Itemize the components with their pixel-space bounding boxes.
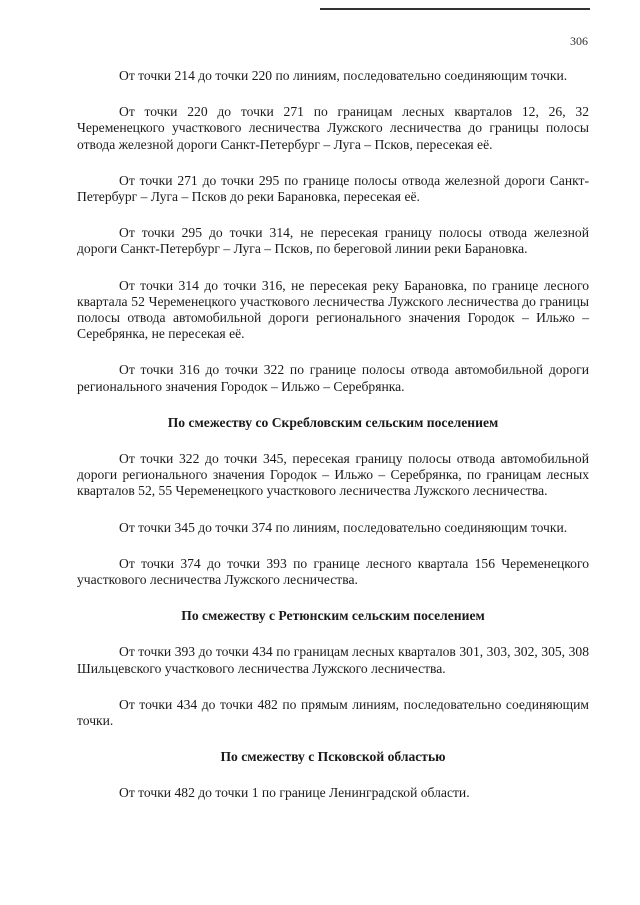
section-heading-skreblovskoe: По смежеству со Скребловским сельским поселением xyxy=(167,414,499,430)
paragraph-12: От точки 482 до точки 1 по границе Ленинградской области. xyxy=(119,785,470,801)
paragraph-8: От точки 345 до точки 374 по линиям, последовательно соединяющим точки. xyxy=(119,519,568,535)
paragraph-11: От точки 434 до точки 482 по прямым линиям, последовательно соединяющим точки. xyxy=(77,696,589,729)
top-rule xyxy=(320,8,590,10)
section-heading-retyunskoe: По смежеству с Ретюнским сельским поселением xyxy=(181,608,485,624)
paragraph-3: От точки 271 до точки 295 по границе полосы отвода железной дороги Санкт-Петербург – Луга – Псков до реки Барановка, пересекая её. xyxy=(77,172,589,205)
paragraph-5: От точки 314 до точки 316, не пересекая реку Барановка, по границе лесного квартала 52 Череменецкого участкового лесничества Лужского лесничества до границы полосы отвода автомобильной дороги регионального значения Городок – Ильжо – Серебрянка, не пересекая её. xyxy=(77,277,589,342)
paragraph-4: От точки 295 до точки 314, не пересекая границу полосы отвода железной дороги Санкт-Петербург – Луга – Псков, по береговой линии реки Барановка. xyxy=(77,225,589,257)
paragraph-9: От точки 374 до точки 393 по границе лесного квартала 156 Череменецкого участкового лесничества Лужского лесничества. xyxy=(77,555,589,588)
paragraph-10: От точки 393 до точки 434 по границам лесных кварталов 301, 303, 302, 305, 308 Шильцевского участкового лесничества Лужского лесничества. xyxy=(77,644,589,676)
paragraph-2: От точки 220 до точки 271 по границам лесных кварталов 12, 26, 32 Череменецкого участкового лесничества Лужского лесничества до границы полосы отвода железной дороги Санкт-Петербург – Луга – Псков, пересекая её. xyxy=(77,104,589,152)
document-body xyxy=(77,68,589,822)
paragraph-7: От точки 322 до точки 345, пересекая границу полосы отвода автомобильной дороги регионального значения Городок – Ильжо – Серебрянка, по границам лесных кварталов 52, 55 Череменецкого участкового лесничества Лужского лесничества. xyxy=(77,451,589,499)
paragraph-1: От точки 214 до точки 220 по линиям, последовательно соединяющим точки. xyxy=(119,68,568,83)
page-number: 306 xyxy=(570,34,588,48)
section-heading-pskov-oblast: По смежеству с Псковской областью xyxy=(220,749,446,765)
paragraph-6: От точки 316 до точки 322 по границе полосы отвода автомобильной дороги регионального значения Городок – Ильжо – Серебрянка. xyxy=(77,362,589,394)
